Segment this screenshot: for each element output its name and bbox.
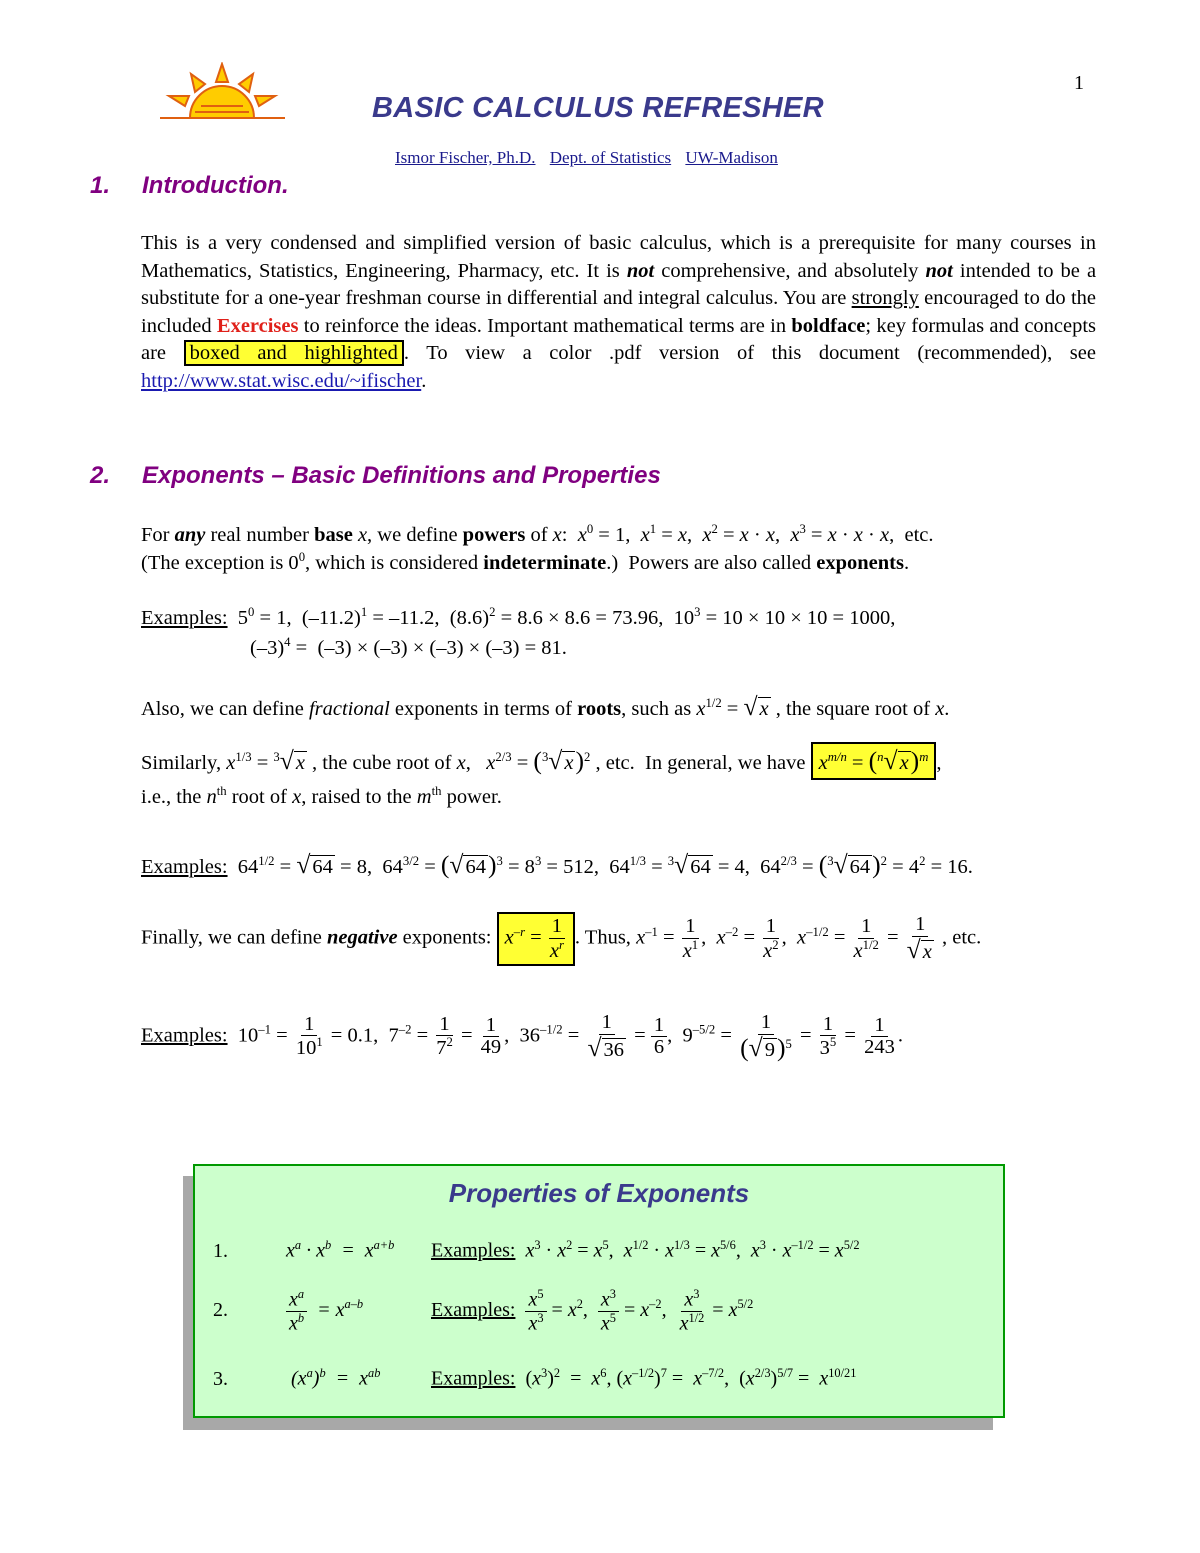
section-1-heading: 1. Introduction. <box>90 172 289 199</box>
dept-link[interactable]: Dept. of Statistics <box>549 148 672 167</box>
univ-link[interactable]: UW-Madison <box>685 148 778 167</box>
exception-line: (The exception is $0^0$, which is considered indeterminate.) Powers are also called exponents. <box>141 550 910 574</box>
fractional-exponents-line: Also, we can define fractional exponents in terms of roots, such as $x^{1/2} = √x$ , the square root of x. <box>141 692 950 721</box>
examples-roots: Examples: $64^{1/2} = √64 = 8$, $64^{3/2} = (√64)^3 = 8^3 = 512$, $64^{1/3} = ^3√64 = 4$, $64^{2/3} = (^3√64)^2 = 4^2 = 16$. <box>141 850 973 879</box>
properties-box <box>193 1164 1005 1418</box>
boxed-highlight-sample: boxed and highlighted <box>184 340 404 366</box>
powers-definition: For any real number base x, we define powers of x: $x^0 = 1$, $x^1 = x$, $x^2 = x \cdot x$, $x^3 = x \cdot x \cdot x$, etc. <box>141 522 934 546</box>
root-formula-box: $x^{m/n} = (^n√x)^m$ <box>811 742 937 780</box>
strongly-text: strongly <box>851 287 919 309</box>
examples-powers-2: $(-3)^4 = (-3) \times (-3) \times (-3) \times (-3) = 81$. <box>250 635 567 659</box>
page-number: 1 <box>1074 72 1084 94</box>
property-row-1: 1. $x^a \cdot x^b = x^{a+b}$ Examples: $x^3 \cdot x^2 = x^5$, $x^{1/2} \cdot x^{1/3} = x^{5/6}$, $x^3 \cdot x^{-1/2} = x^{5/2}$ <box>213 1238 860 1262</box>
property-row-3: 3. $(x^a)^b = x^{ab}$ Examples: $(x^3)^2 = x^6$, $(x^{-1/2})^7 = x^{-7/2}$, $(x^{2/3})^{5/7} = x^{10/21}$ <box>213 1366 857 1390</box>
ie-line: i.e., the $n^{th}$ root of x, raised to the $m^{th}$ power. <box>141 784 502 808</box>
negative-exponents-line: Finally, we can define negative exponents: $x^{-r}$ = $\frac{1}{x^r}$ . Thus, $x^{-1}$ = $\frac{1}{x^1}$ , $x^{-2}$ = $\frac{1}{x^2}$ , $x^{-1/2}$ = $\frac{1}{x^{1/2}}$ = $\frac{1}{√x}$ , etc. <box>141 912 981 966</box>
exercises-text: Exercises <box>216 314 299 337</box>
examples-powers-1: Examples: $5^0 = 1$, $(-11.2)^1 = -11.2$, $(8.6)^2 = 8.6 \times 8.6 = 73.96$, $10^3 = 10 \times 10 \times 10 = 1000$, <box>141 605 896 629</box>
author-link[interactable]: Ismor Fischer, Ph.D. <box>395 148 536 167</box>
document-title: BASIC CALCULUS REFRESHER <box>372 92 824 124</box>
pdf-url-link[interactable]: http://www.stat.wisc.edu/~ifischer <box>141 369 422 392</box>
sun-logo-icon <box>155 62 290 124</box>
byline <box>395 148 788 168</box>
examples-negative: Examples: $10^{-1}$ = $\frac{1}{10^1}$ = 0.1, $7^{-2}$ = $\frac{1}{7^2}$ = $\frac{1}{49}$ , $36^{-1/2}$ = $\frac{1}{√36}$ = $\frac{1}{6}$ , $9^{-5/2}$ = $\frac{1}{(√9)^5}$ = $\frac{1}{3^5}$ = $\frac{1}{243}$ . <box>141 1011 903 1062</box>
section-2-heading: 2. Exponents – Basic Definitions and Properties <box>90 462 661 489</box>
properties-title: Properties of Exponents <box>448 1178 750 1208</box>
cube-root-line: Similarly, $x^{1/3} = ^3√x$ , the cube root of x, $x^{2/3} = (^3√x)^2$ , etc. In general, we have $x^{m/n} = (^n√x)^m$ , <box>141 742 942 780</box>
negative-exponent-box: $x^{-r}$ = $\frac{1}{x^r}$ <box>497 912 575 966</box>
property-row-2: 2. $\frac{x^a}{x^b}$ = $x^{a-b}$ Examples: $\frac{x^5}{x^3}$ = $x^2$, $\frac{x^3}{x^5}$ = $x^{-2}$, $\frac{x^3}{x^{1/2}}$ = $x^{5/2}$ <box>213 1287 754 1335</box>
intro-paragraph: This is a very condensed and simplified version of basic calculus, which is a prerequisite for many courses in Mathematics, Statistics, Engineering, Pharmacy, etc. It is not comprehensive, and absolutely not intended to be a substitute for a one-year freshman course in differential and integral calculus. You are strongly encouraged to do the included Exercises to reinforce the ideas. Important mathematical terms are in boldface; key formulas and concepts are boxed and highlighted . To view a color .pdf version of this document (recommended), see http://www.stat.wisc.edu/~ifischer. <box>141 232 1097 392</box>
